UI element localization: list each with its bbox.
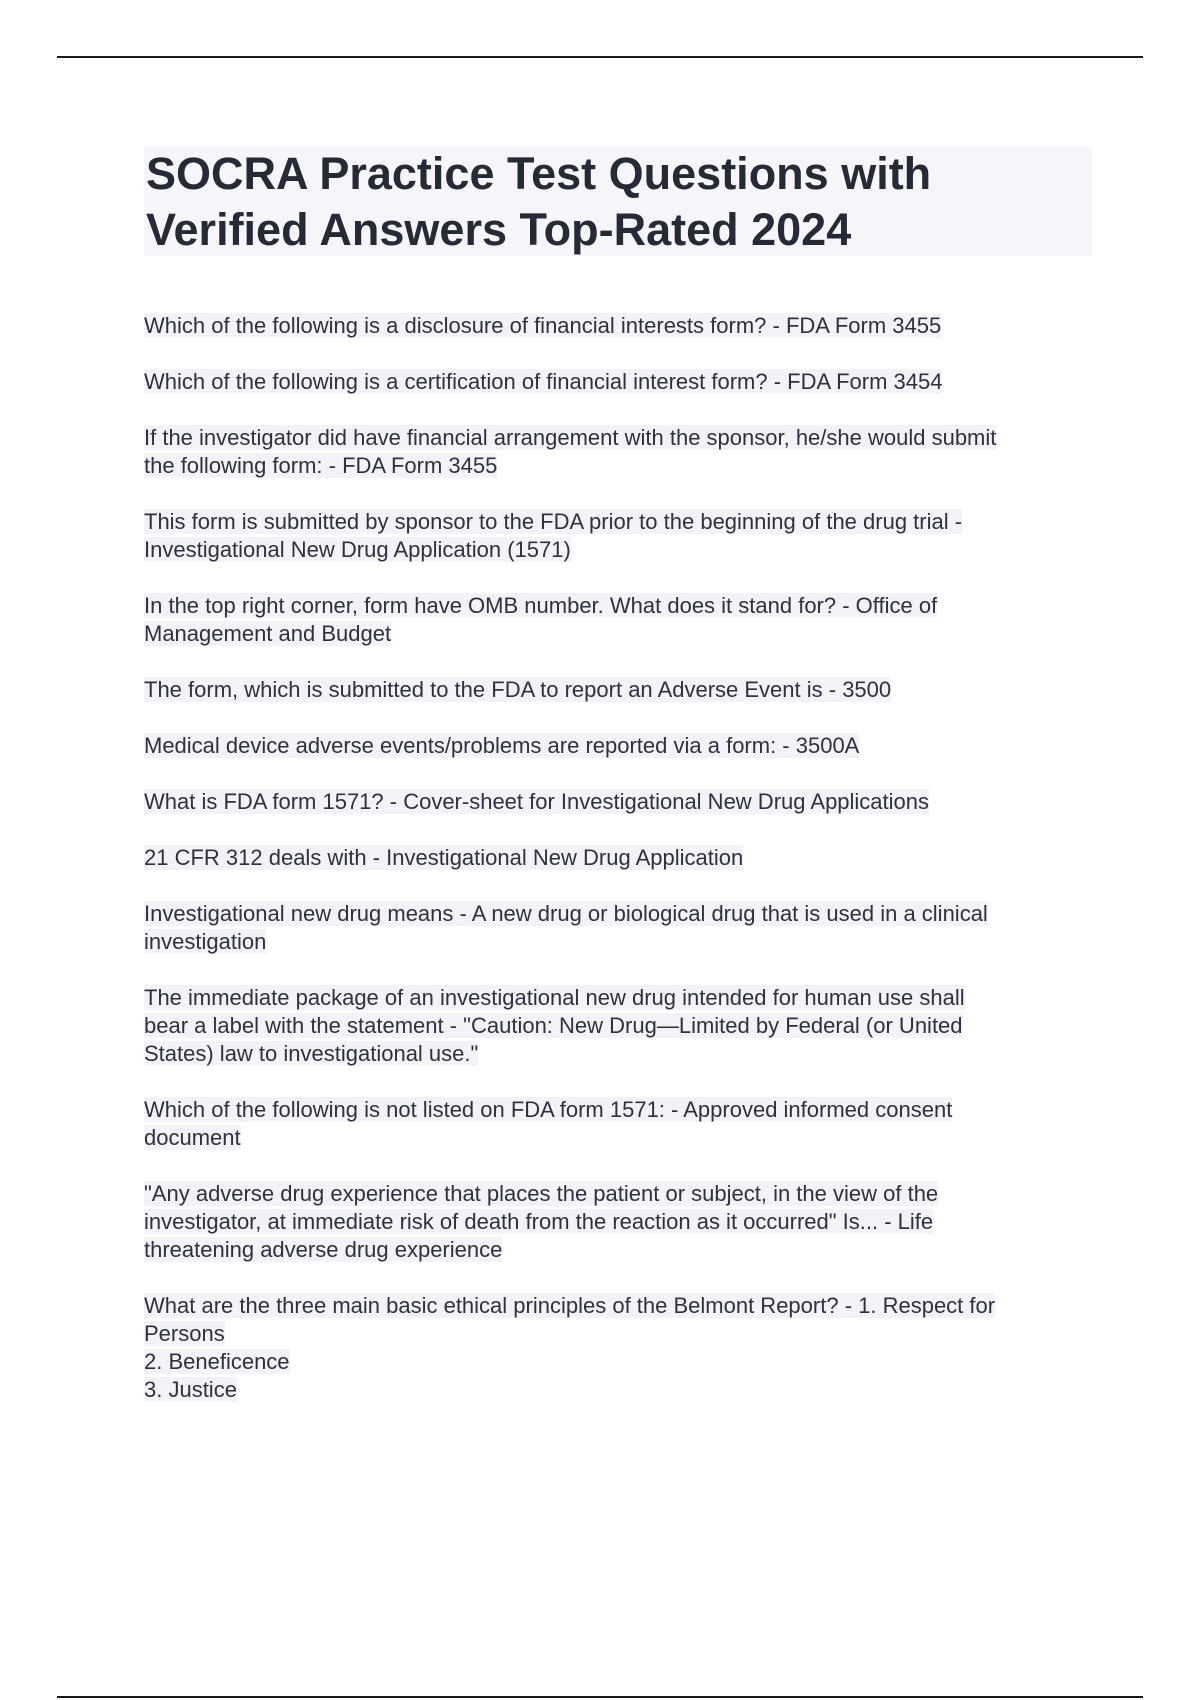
qa-line xyxy=(144,508,1094,536)
qa-line xyxy=(144,732,1094,760)
document-title xyxy=(144,146,1092,258)
qa-line xyxy=(144,312,1094,340)
qa-line xyxy=(144,536,1094,564)
qa-text: Which of the following is a disclosure of financial interests form? - FDA Form 3455 xyxy=(144,313,942,338)
qa-item xyxy=(144,508,1094,564)
qa-item xyxy=(144,844,1094,872)
qa-line xyxy=(144,424,1094,452)
qa-line xyxy=(144,1292,1094,1320)
qa-item xyxy=(144,368,1094,396)
qa-text: 2. Beneficence xyxy=(144,1349,290,1374)
qa-text: If the investigator did have financial arrangement with the sponsor, he/she would submit xyxy=(144,425,997,450)
bottom-rule xyxy=(57,1696,1143,1698)
qa-item xyxy=(144,788,1094,816)
qa-text: Persons xyxy=(144,1321,225,1346)
qa-line xyxy=(144,1320,1094,1348)
qa-item xyxy=(144,312,1094,340)
qa-item xyxy=(144,1180,1094,1264)
qa-line xyxy=(144,900,1094,928)
title-line-2: Verified Answers Top-Rated 2024 xyxy=(146,204,852,255)
qa-text: 3. Justice xyxy=(144,1377,237,1402)
qa-line xyxy=(144,788,1094,816)
qa-item xyxy=(144,1292,1094,1404)
qa-item xyxy=(144,424,1094,480)
qa-line xyxy=(144,368,1094,396)
qa-line xyxy=(144,1376,1094,1404)
qa-text: The form, which is submitted to the FDA to report an Adverse Event is - 3500 xyxy=(144,677,892,702)
qa-text: "Any adverse drug experience that places the patient or subject, in the view of the xyxy=(144,1181,939,1206)
qa-text: Investigational New Drug Application (1571) xyxy=(144,537,571,562)
qa-line xyxy=(144,620,1094,648)
qa-text: In the top right corner, form have OMB number. What does it stand for? - Office of xyxy=(144,593,938,618)
qa-text: investigator, at immediate risk of death from the reaction as it occurred" Is... - Life xyxy=(144,1209,934,1234)
qa-text: investigation xyxy=(144,929,267,954)
top-rule xyxy=(57,56,1143,58)
qa-line xyxy=(144,1124,1094,1152)
qa-item xyxy=(144,984,1094,1068)
qa-text: Management and Budget xyxy=(144,621,392,646)
title-block xyxy=(144,146,1092,256)
qa-text: the following form: - FDA Form 3455 xyxy=(144,453,498,478)
qa-text: What are the three main basic ethical principles of the Belmont Report? - 1. Respect for xyxy=(144,1293,996,1318)
qa-item xyxy=(144,676,1094,704)
qa-line xyxy=(144,984,1094,1012)
qa-line xyxy=(144,1180,1094,1208)
qa-line xyxy=(144,1348,1094,1376)
qa-line xyxy=(144,1040,1094,1068)
qa-line xyxy=(144,1236,1094,1264)
qa-line xyxy=(144,844,1094,872)
qa-line xyxy=(144,676,1094,704)
qa-line xyxy=(144,452,1094,480)
qa-text: States) law to investigational use." xyxy=(144,1041,479,1066)
qa-line xyxy=(144,1208,1094,1236)
title-line-1: SOCRA Practice Test Questions with xyxy=(146,148,932,199)
qa-item xyxy=(144,1096,1094,1152)
qa-text: Which of the following is a certification of financial interest form? - FDA Form 3454 xyxy=(144,369,943,394)
qa-text: Medical device adverse events/problems are reported via a form: - 3500A xyxy=(144,733,860,758)
qa-text: document xyxy=(144,1125,241,1150)
qa-text: The immediate package of an investigational new drug intended for human use shall xyxy=(144,985,965,1010)
qa-item xyxy=(144,592,1094,648)
qa-text: 21 CFR 312 deals with - Investigational New Drug Application xyxy=(144,845,744,870)
qa-text: What is FDA form 1571? - Cover-sheet for Investigational New Drug Applications xyxy=(144,789,930,814)
qa-line xyxy=(144,592,1094,620)
qa-item xyxy=(144,900,1094,956)
qa-list xyxy=(144,312,1094,1432)
qa-text: Investigational new drug means - A new drug or biological drug that is used in a clinical xyxy=(144,901,988,926)
qa-line xyxy=(144,928,1094,956)
qa-text: threatening adverse drug experience xyxy=(144,1237,503,1262)
qa-text: bear a label with the statement - "Caution: New Drug—Limited by Federal (or United xyxy=(144,1013,963,1038)
qa-text: This form is submitted by sponsor to the FDA prior to the beginning of the drug trial - xyxy=(144,509,963,534)
qa-line xyxy=(144,1096,1094,1124)
qa-line xyxy=(144,1012,1094,1040)
qa-item xyxy=(144,732,1094,760)
qa-text: Which of the following is not listed on FDA form 1571: - Approved informed consent xyxy=(144,1097,953,1122)
